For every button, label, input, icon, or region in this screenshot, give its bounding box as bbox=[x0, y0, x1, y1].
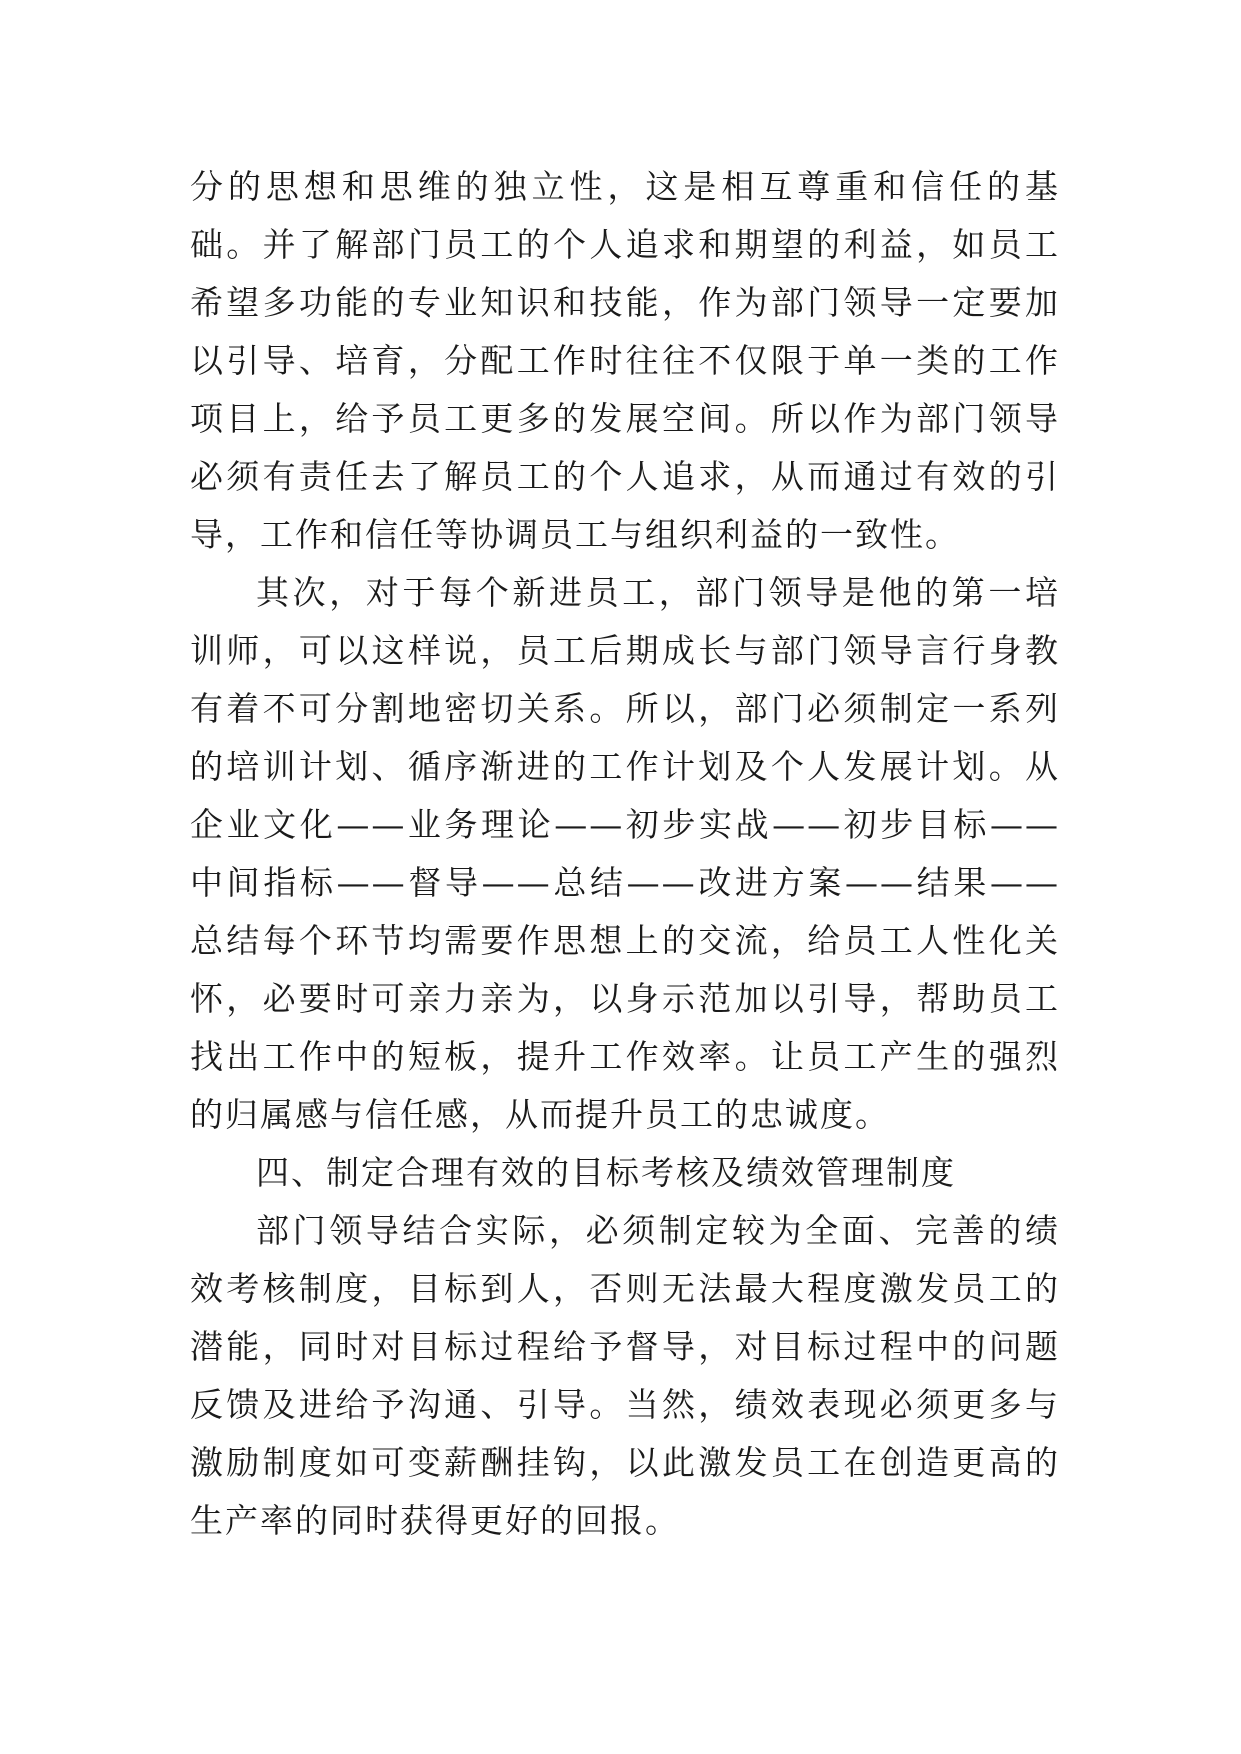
paragraph-continuation: 分的思想和思维的独立性，这是相互尊重和信任的基础。并了解部门员工的个人追求和期望的利益，如员工希望多功能的专业知识和技能，作为部门领导一定要加以引导、培育，分配工作时往往不仅限于单一类的工作项目上，给予员工更多的发展空间。所以作为部门领导必须有责任去了解员工的个人追求，从而通过有效的引导，工作和信任等协调员工与组织利益的一致性。 bbox=[190, 167, 1060, 554]
paragraph-performance: 部门领导结合实际，必须制定较为全面、完善的绩效考核制度，目标到人，否则无法最大程度激发员工的潜能，同时对目标过程给予督导，对目标过程中的问题反馈及进给予沟通、引导。当然，绩效表现必须更多与激励制度如可变薪酬挂钩，以此激发员工在创造更高的生产率的同时获得更好的回报。 bbox=[190, 1211, 1060, 1540]
paragraph-training: 其次，对于每个新进员工，部门领导是他的第一培训师，可以这样说，员工后期成长与部门领导言行身教有着不可分割地密切关系。所以，部门必须制定一系列的培训计划、循序渐进的工作计划及个人发展计划。从企业文化——业务理论——初步实战——初步目标——中间指标——督导——总结——改进方案——结果——总结每个环节均需要作思想上的交流，给员工人性化关怀，必要时可亲力亲为，以身示范加以引导，帮助员工找出工作中的短板，提升工作效率。让员工产生的强烈的归属感与信任感，从而提升员工的忠诚度。 bbox=[190, 573, 1060, 1134]
section-heading-performance: 四、制定合理有效的目标考核及绩效管理制度 bbox=[256, 1153, 956, 1192]
document-body bbox=[190, 158, 1060, 1550]
